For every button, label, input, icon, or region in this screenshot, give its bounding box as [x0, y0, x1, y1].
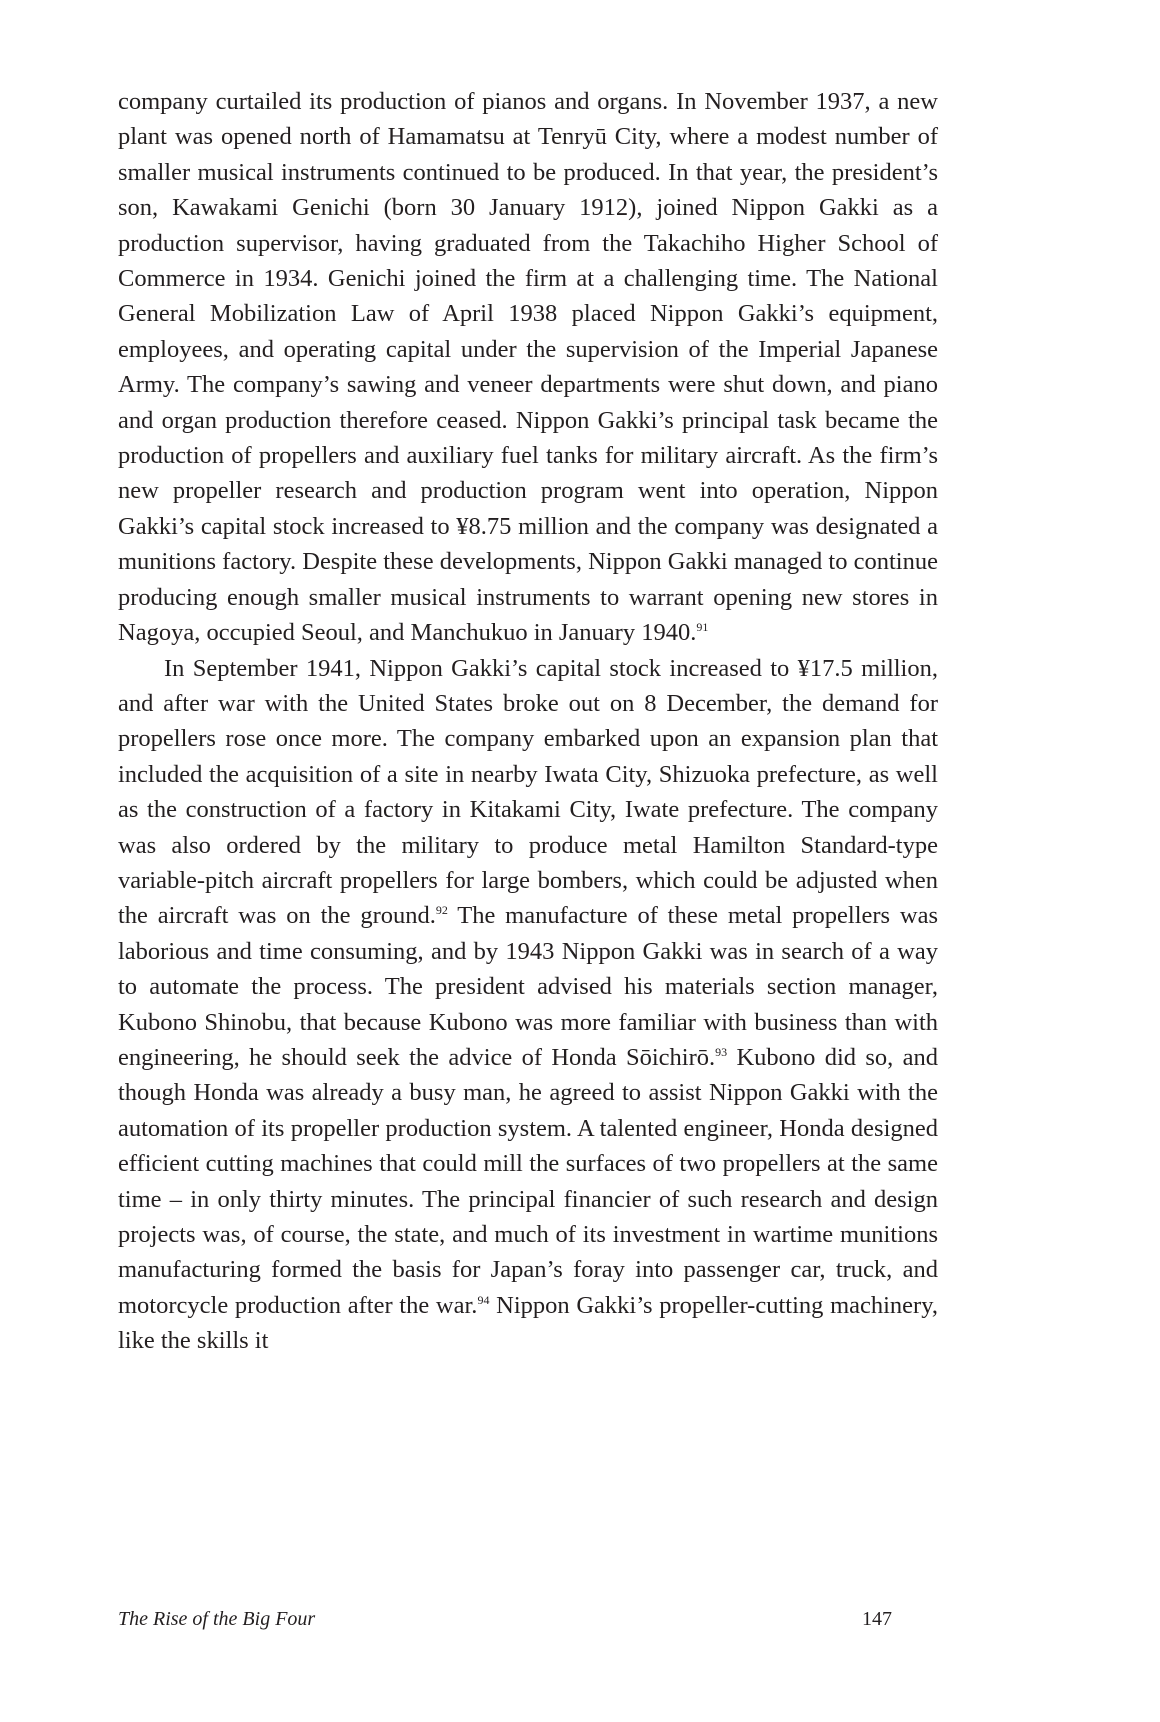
- page-footer: [118, 1608, 892, 1631]
- paragraph-2: [118, 651, 938, 1359]
- footnote-marker: 93: [715, 1044, 728, 1059]
- paragraph-text: Nippon Gakki’s propeller-cutting machinery, like the skills it: [118, 1291, 938, 1355]
- footnote-marker: 92: [435, 903, 448, 918]
- running-title: The Rise of the Big Four: [118, 1608, 316, 1630]
- page-number: 147: [862, 1608, 892, 1630]
- paragraph-1: [118, 84, 938, 651]
- paragraph-text: company curtailed its production of pianos and organs. In November 1937, a new plant was opened north of Hamamatsu at Tenryū City, where a modest number of smaller musical instruments continued to be produced. In that year, the president’s son, Kawakami Genichi (born 30 January 1912), joined Nippon Gakki as a production supervisor, having graduated from the Takachiho Higher School of Commerce in 1934. Genichi joined the firm at a challenging time. The National General Mobilization Law of April 1938 placed Nippon Gakki’s equipment, employees, and operating capital under the supervision of the Imperial Japanese Army. The company’s sawing and veneer departments were shut down, and piano and organ production therefore ceased. Nippon Gakki’s principal task became the production of propellers and auxiliary fuel tanks for military aircraft. As the firm’s new propeller research and production program went into operation, Nippon Gakki’s capital stock increased to ¥8.75 million and the company was designated a munitions factory. Despite these developments, Nippon Gakki managed to continue producing enough smaller musical instruments to warrant opening new stores in Nagoya, occupied Seoul, and Manchukuo in January 1940.: [118, 88, 938, 647]
- page-body: [118, 84, 938, 1359]
- footnote-marker: 91: [696, 620, 709, 635]
- paragraph-text: Kubono did so, and though Honda was already a busy man, he agreed to assist Nippon Gakki with the automation of its propeller production system. A talented engineer, Honda designed efficient cutting machines that could mill the surfaces of two propellers at the same time – in only thirty minutes. The principal financier of such research and design projects was, of course, the state, and much of its investment in wartime munitions manufacturing formed the basis for Japan’s foray into passenger car, truck, and motorcycle production after the war.: [118, 1043, 938, 1319]
- paragraph-text: In September 1941, Nippon Gakki’s capital stock increased to ¥17.5 million, and after war with the United States broke out on 8 December, the demand for propellers rose once more. The company embarked upon an expansion plan that included the acquisition of a site in nearby Iwata City, Shizuoka prefecture, as well as the construction of a factory in Kitakami City, Iwate prefecture. The company was also ordered by the military to produce metal Hamilton Standard-type variable-pitch aircraft propellers for large bombers, which could be adjusted when the aircraft was on the ground.: [118, 654, 938, 930]
- paragraph-text: The manufacture of these metal propellers was laborious and time consuming, and by 1943 Nippon Gakki was in search of a way to automate the process. The president advised his materials section manager, Kubono Shinobu, that because Kubono was more familiar with business than with engineering, he should seek the advice of Honda Sōichirō.: [118, 902, 938, 1071]
- footnote-marker: 94: [477, 1292, 490, 1307]
